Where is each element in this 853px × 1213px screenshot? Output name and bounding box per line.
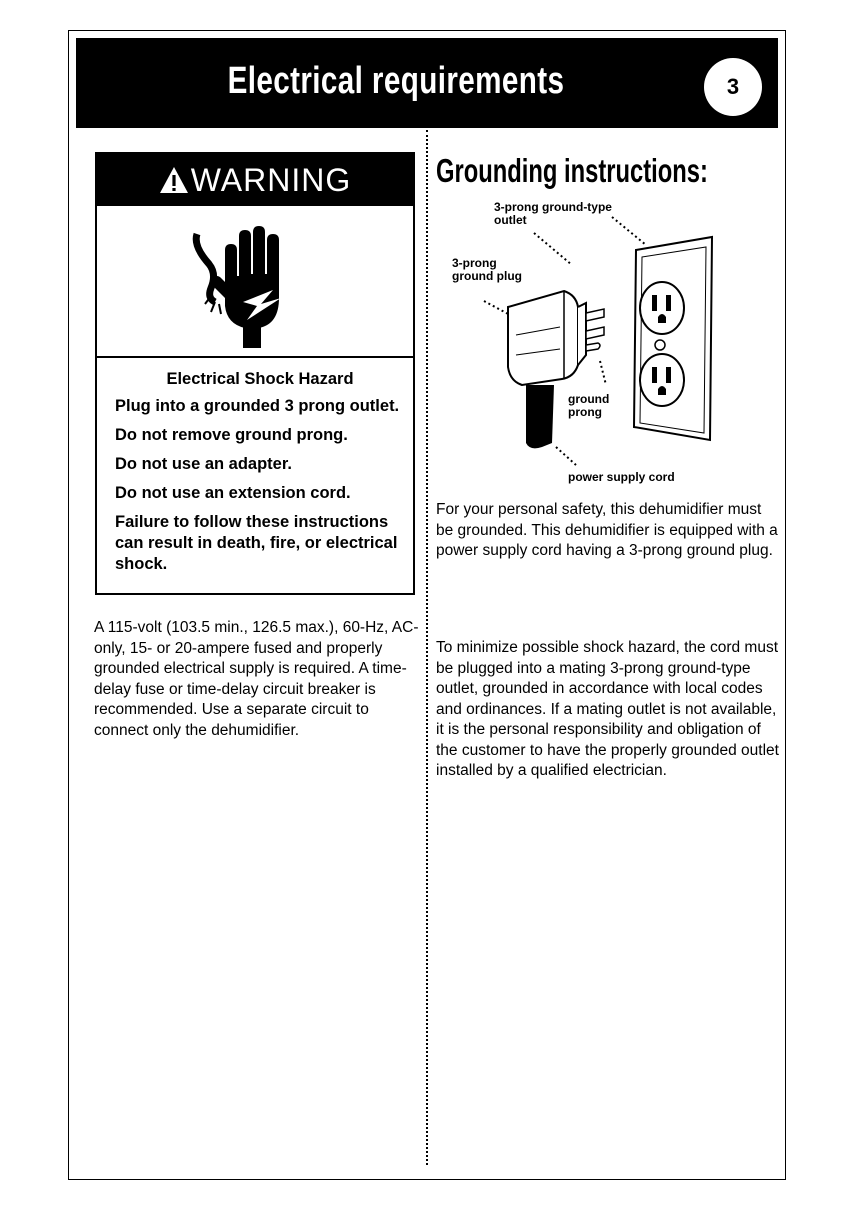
grounding-text-1: For your personal safety, this dehumidifier must be grounded. This dehumidifier is equipped with a power supply cord having a 3-prong ground plug. [436, 501, 778, 559]
warning-divider [97, 356, 413, 358]
outlet-label: 3-prong ground-type outlet [494, 200, 612, 227]
warning-text [115, 369, 405, 583]
warning-line: Do not remove ground prong. [115, 426, 348, 444]
grounding-diagram [436, 195, 776, 485]
hazard-title: Electrical Shock Hazard [166, 370, 354, 388]
ground-prong-label: ground prong [568, 392, 610, 419]
section-header [76, 38, 778, 128]
plug-outlet-illustration [436, 195, 776, 485]
cord-label: power supply cord [568, 470, 675, 484]
warning-line: Plug into a grounded 3 prong outlet. [115, 397, 400, 415]
grounding-paragraph-2 [436, 638, 781, 782]
plug-label: 3-prong ground plug [452, 256, 522, 283]
warning-line: Failure to follow these instructions can result in death, fire, or electrical shock. [115, 513, 398, 573]
electrical-supply-paragraph [94, 618, 424, 741]
warning-line: Do not use an adapter. [115, 455, 292, 473]
warning-triangle-icon [159, 166, 189, 194]
grounding-title: Grounding instructions: [436, 152, 708, 189]
supply-text: A 115-volt (103.5 min., 126.5 max.), 60-Hz, AC-only, 15- or 20-ampere fused and properly grounded electrical supply is required. A time-delay fuse or time-delay circuit breaker is recommended. Use a separate circuit to connect only the dehumidifier. [94, 619, 419, 739]
warning-box [95, 152, 415, 595]
warning-line: Do not use an extension cord. [115, 484, 351, 502]
grounding-paragraph-1 [436, 500, 781, 562]
column-divider [426, 130, 428, 1165]
electric-shock-hand-icon [97, 206, 413, 356]
warning-heading [97, 154, 413, 206]
warning-heading-text: WARNING [190, 162, 352, 198]
section-title: Electrical requirements [227, 60, 565, 102]
section-number-badge: 3 [704, 58, 762, 116]
grounding-text-2: To minimize possible shock hazard, the cord must be plugged into a mating 3-prong ground-type outlet, grounded in accordance with local codes and ordinances. If a mating outlet is not available, it is the personal responsibility and obligation of the customer to have the properly grounded outlet installed by a qualified electrician. [436, 639, 779, 779]
